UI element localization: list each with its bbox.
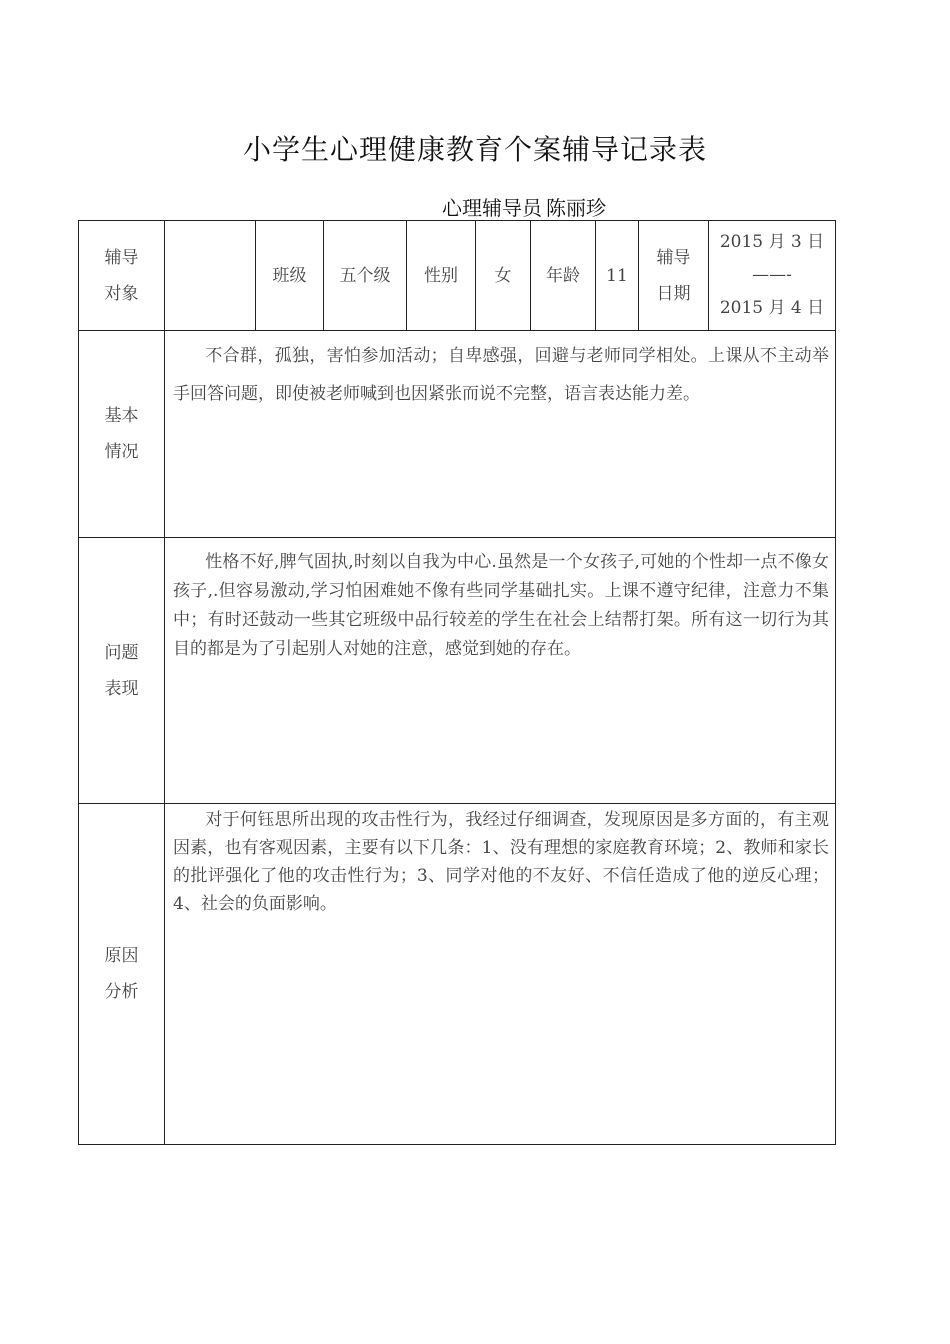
- gender-label: 性别: [407, 221, 476, 331]
- counselor-line: [442, 192, 626, 221]
- counselor-name: 陈丽珍: [542, 197, 626, 221]
- problem-label-cell: [79, 538, 165, 804]
- cause-label-line1: 原因: [104, 946, 139, 966]
- basic-content-cell: [165, 331, 836, 538]
- subject-label-line2: 对象: [104, 283, 139, 304]
- basic-label-line1: 基本: [104, 406, 139, 426]
- date-label-line1: 辅导: [656, 247, 691, 268]
- basic-label-cell: [79, 331, 165, 538]
- problem-label-line2: 表现: [104, 678, 139, 699]
- basic-label-line2: 情况: [104, 442, 139, 462]
- age-label: 年龄: [531, 221, 596, 331]
- cause-text: 对于何钰思所出现的攻击性行为，我经过仔细调查，发现原因是多方面的，有主观因素，也有客观因素，主要有以下几条：1、没有理想的家庭教育环境；2、教师和家长的批评强化了他的攻击性行为；3、同学对他的不友好、不信任造成了他的逆反心理；4、社会的负面影响。: [173, 810, 829, 914]
- subject-label-cell: [79, 221, 165, 331]
- counselor-label: 心理辅导员: [442, 196, 542, 220]
- cause-content-cell: [165, 804, 836, 1145]
- problem-text: 性格不好,脾气固执,时刻以自我为中心.虽然是一个女孩子,可她的个性却一点不像女孩子,.但容易激动,学习怕困难她不像有些同学基础扎实。上课不遵守纪律，注意力不集中；有时还鼓动一些其它班级中品行较差的学生在社会上结帮打架。所有这一切行为其目的都是为了引起别人对她的注意，感觉到她的存在。: [173, 552, 829, 659]
- date-separator: ——-: [752, 265, 792, 285]
- cause-label-cell: [79, 804, 165, 1145]
- subject-name-cell: [165, 221, 256, 331]
- basic-row: [79, 331, 836, 538]
- date-end: 2015 月 4 日: [719, 298, 825, 318]
- record-table: [78, 220, 836, 1145]
- page-title: 小学生心理健康教育个案辅导记录表: [242, 133, 707, 166]
- class-value: 五个级: [324, 221, 407, 331]
- age-value: 11: [596, 221, 639, 331]
- date-label-line2: 日期: [656, 283, 691, 304]
- problem-row: [79, 538, 836, 804]
- date-label-cell: [639, 221, 709, 331]
- header-row: [79, 221, 836, 331]
- date-range-cell: [709, 221, 836, 331]
- gender-value: 女: [476, 221, 531, 331]
- date-start: 2015 月 3 日: [719, 232, 825, 252]
- problem-label-line1: 问题: [104, 642, 139, 663]
- cause-label-line2: 分析: [104, 982, 139, 1002]
- subject-label-line1: 辅导: [104, 247, 139, 268]
- problem-content-cell: [165, 538, 836, 804]
- basic-text: 不合群，孤独，害怕参加活动；自卑感强，回避与老师同学相处。上课从不主动举手回答问题，即使被老师喊到也因紧张而说不完整，语言表达能力差。: [173, 346, 829, 404]
- class-label: 班级: [256, 221, 324, 331]
- cause-row: [79, 804, 836, 1145]
